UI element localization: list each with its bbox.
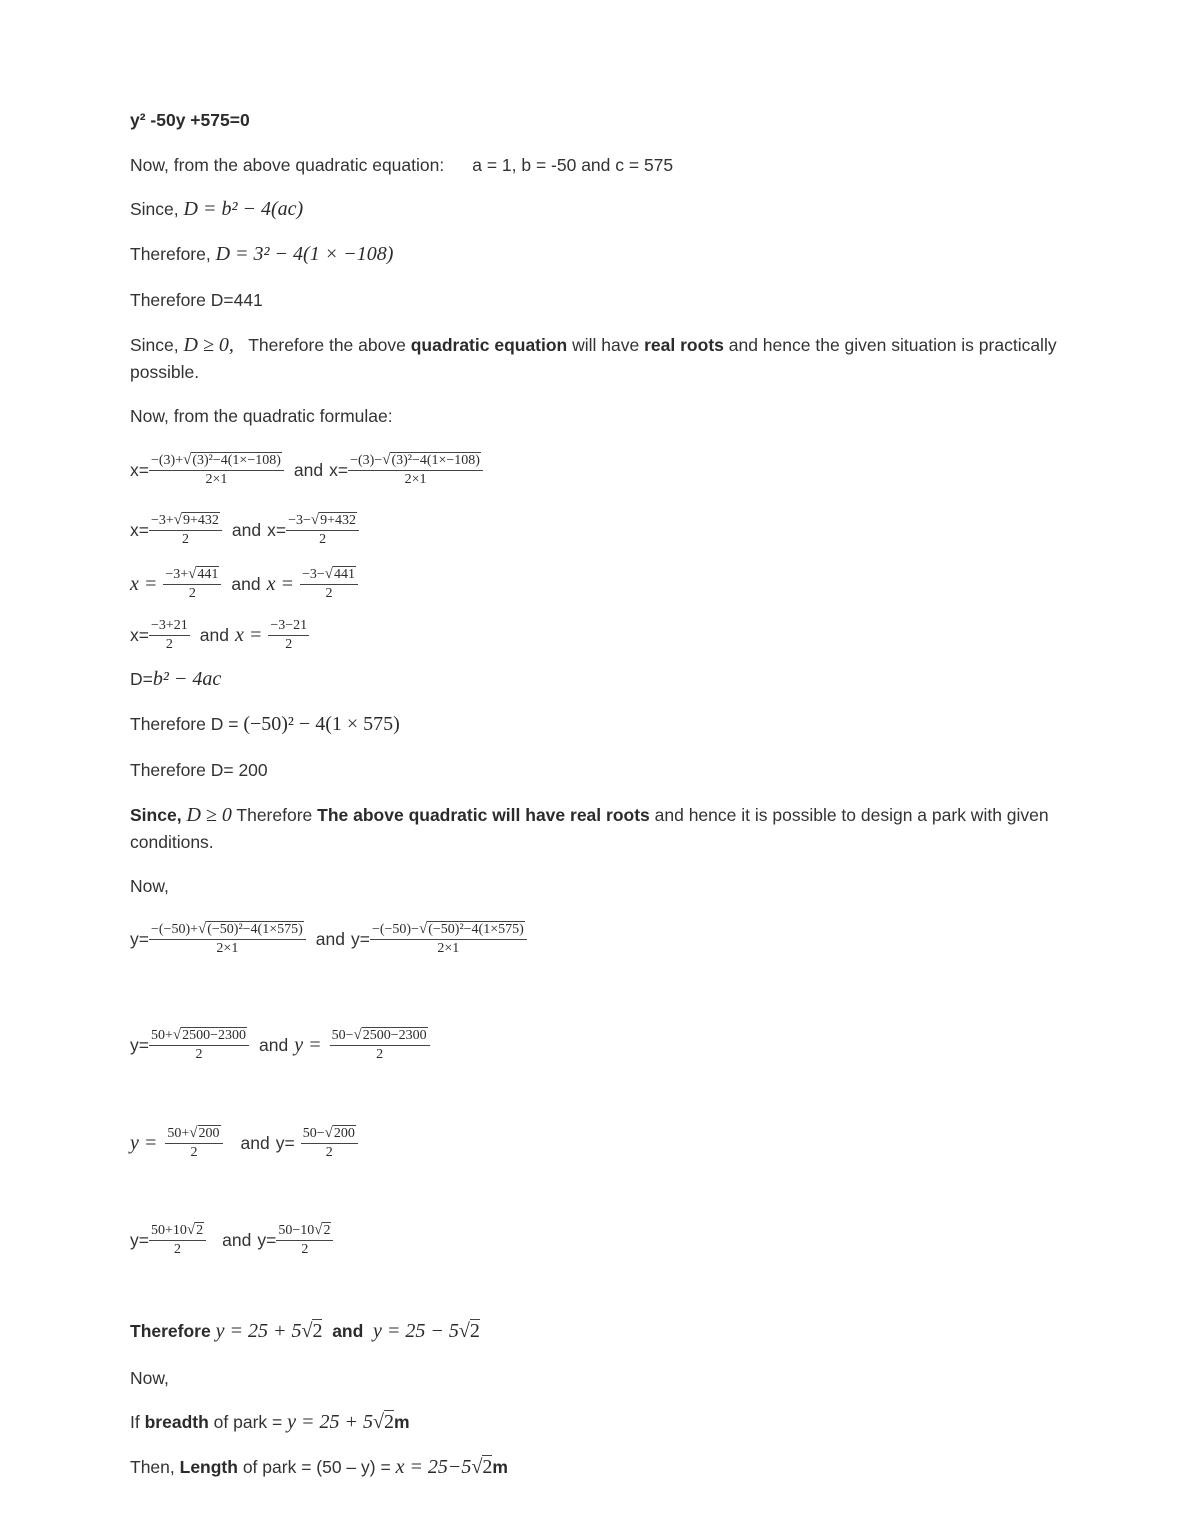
y-fraction-plus-4: [149, 1222, 206, 1258]
result-line: [130, 1320, 480, 1343]
y-label-italic: y =: [294, 1033, 322, 1056]
x-fraction-plus-1: [149, 452, 284, 488]
denominator: 2: [165, 637, 173, 652]
numerator-prefix: −3−: [288, 513, 311, 528]
discriminant-def: b² − 4ac: [152, 668, 222, 690]
y-label: y=: [257, 1229, 277, 1250]
sqrt: √2500−2300: [353, 1027, 427, 1043]
numerator-prefix: 50−: [302, 1126, 325, 1141]
x-fraction-plus-4: [149, 618, 190, 653]
x-formula-row-1: [130, 452, 483, 488]
x-label: x=: [130, 459, 149, 480]
sqrt: √(−50)²−4(1×575): [198, 921, 303, 937]
d-label: D=: [130, 669, 153, 689]
y-label-italic: y =: [130, 1131, 158, 1154]
paragraph-text-2: will have: [572, 335, 640, 355]
numerator-prefix: 50+: [150, 1028, 173, 1043]
paragraph-text-3: and hence the given situation is practically possible.: [130, 335, 1057, 382]
y-label: y=: [130, 1034, 149, 1055]
result-root-1: y = 25 + 5√2: [215, 1320, 323, 1342]
x-fraction-minus-2: [286, 512, 359, 548]
length-value: x = 25−5√2: [395, 1456, 493, 1478]
paragraph-text-1: Therefore the above: [248, 335, 406, 355]
sqrt: √2: [186, 1222, 204, 1238]
sqrt: √9+432: [310, 512, 357, 528]
discriminant-value: Therefore D=441: [130, 290, 263, 310]
denominator: 2: [301, 1242, 309, 1257]
discriminant-formula-line: [130, 198, 303, 221]
of-park-text: of park =: [213, 1412, 283, 1432]
x-fraction-minus-4: [268, 618, 309, 653]
x-fraction-plus-3: [163, 566, 221, 602]
coefficients-values: a = 1, b = -50 and c = 575: [472, 155, 674, 175]
breadth-line: [130, 1411, 410, 1434]
numerator-prefix: 50−10: [278, 1223, 315, 1238]
paragraph-text-5: and hence it is possible to design a park with given conditions.: [130, 805, 1049, 852]
now-line-2: [130, 1368, 169, 1389]
denominator: 2: [188, 586, 196, 601]
sqrt: √2500−2300: [172, 1027, 247, 1043]
length-unit: m: [492, 1457, 508, 1477]
denominator: 2: [376, 1047, 384, 1062]
denominator: 2×1: [404, 472, 427, 487]
x-formula-row-3: [130, 566, 358, 602]
y-formula-row-2: [130, 1027, 430, 1063]
y-label: y=: [130, 928, 149, 949]
discriminant-substitution-line: [130, 243, 393, 266]
y-fraction-plus-3: [165, 1125, 222, 1161]
x-fraction-minus-1: [348, 452, 483, 488]
sqrt: √(3)²−4(1×−108): [382, 452, 480, 468]
x-formula-row-2: [130, 512, 359, 548]
y-formula-row-3: [130, 1125, 358, 1161]
breadth-radicand: 2: [384, 1411, 394, 1433]
discriminant-value-line: [130, 290, 263, 311]
and-text: and: [240, 1132, 270, 1153]
breadth-bold: breadth: [144, 1412, 209, 1432]
equation-heading: [130, 110, 250, 131]
denominator: 2×1: [437, 941, 460, 956]
denominator: 2: [190, 1145, 198, 1160]
since-bold: Since,: [130, 805, 182, 825]
numerator: −3+21: [149, 618, 190, 636]
sqrt: √2: [314, 1222, 331, 1238]
therefore-d-label: Therefore D =: [130, 714, 239, 734]
sqrt: √441: [324, 566, 356, 582]
x-label-italic: x =: [130, 572, 158, 595]
coefficients-text: Now, from the above quadratic equation:: [130, 155, 445, 175]
y-fraction-plus-2: [149, 1027, 249, 1063]
x-label: x=: [329, 459, 349, 480]
formula-intro: Now, from the quadratic formulae:: [130, 406, 393, 426]
x-label-italic: x =: [234, 624, 263, 646]
numerator: −3−21: [268, 618, 309, 636]
possible-paragraph: [130, 802, 1120, 856]
numerator-prefix: −3+: [150, 513, 174, 528]
sqrt: √441: [188, 566, 219, 582]
length-line: [130, 1456, 508, 1479]
paragraph-bold-2: real roots: [644, 335, 724, 355]
breadth-unit: m: [394, 1412, 410, 1432]
result-root-1-radicand: 2: [312, 1320, 323, 1342]
sqrt: √200: [189, 1125, 220, 1141]
coefficients-line: [130, 155, 673, 176]
numerator-prefix: −(−50)+: [150, 922, 198, 937]
discriminant-value-line-2: [130, 760, 268, 781]
result-root-1-text: y = 25 + 5: [215, 1320, 302, 1342]
numerator-prefix: 50+10: [150, 1223, 187, 1238]
y-label: y=: [130, 1229, 149, 1250]
length-radicand: 2: [482, 1456, 493, 1478]
breadth-value: y = 25 + 5√2: [287, 1411, 394, 1433]
result-therefore: Therefore: [130, 1321, 211, 1341]
sqrt: √9+432: [173, 512, 219, 528]
result-and: and: [332, 1321, 364, 1341]
discriminant-condition-2: D ≥ 0: [186, 804, 232, 826]
and-text: and: [259, 1034, 289, 1055]
numerator-prefix: 50−: [331, 1028, 354, 1043]
paragraph-text-4: Therefore: [236, 805, 313, 825]
discriminant-substitution-line-2: [130, 713, 400, 736]
then-text: Then,: [130, 1457, 175, 1477]
x-label: x=: [130, 625, 149, 645]
length-bold: Length: [179, 1457, 238, 1477]
discriminant-substitution-2: (−50)² − 4(1 × 575): [243, 713, 400, 735]
length-of-park-text: of park = (50 – y) =: [242, 1457, 391, 1477]
numerator-prefix: −(3)−: [350, 453, 383, 468]
y-fraction-plus-1: [149, 921, 306, 957]
sqrt: √200: [324, 1125, 355, 1141]
equation-heading-text: y² -50y +575=0: [130, 110, 250, 130]
x-label: x=: [267, 519, 287, 540]
result-root-2-text: y = 25 − 5: [373, 1320, 459, 1342]
numerator-prefix: 50+: [167, 1126, 190, 1141]
denominator: 2: [319, 532, 327, 547]
x-label-italic: x =: [266, 572, 294, 595]
now-text-2: Now,: [130, 1368, 169, 1388]
and-text: and: [231, 573, 261, 594]
y-label: y=: [350, 928, 370, 949]
y-formula-row-4: [130, 1222, 333, 1258]
since-label-2: Since,: [130, 335, 179, 355]
x-fraction-minus-3: [300, 566, 358, 602]
numerator-prefix: −3+: [165, 567, 189, 582]
denominator: 2: [325, 1145, 333, 1160]
discriminant-condition: D ≥ 0,: [183, 334, 234, 356]
and-text: and: [199, 625, 229, 645]
denominator: 2: [181, 532, 189, 547]
and-text: and: [293, 459, 324, 480]
length-value-text: x = 25−5: [395, 1456, 472, 1478]
now-line-1: [130, 876, 169, 897]
discriminant-substitution: D = 3² − 4(1 × −108): [215, 243, 394, 265]
denominator: 2: [285, 637, 293, 652]
and-text: and: [315, 928, 345, 949]
breadth-value-text: y = 25 + 5: [287, 1411, 374, 1433]
numerator-prefix: −(3)+: [150, 453, 184, 468]
paragraph-bold-3: The above quadratic will have real roots: [317, 805, 650, 825]
discriminant-formula: D = b² − 4(ac): [183, 198, 304, 220]
result-root-2-radicand: 2: [469, 1320, 480, 1342]
y-fraction-minus-3: [301, 1125, 358, 1161]
denominator: 2: [325, 586, 333, 601]
y-fraction-minus-4: [276, 1222, 333, 1258]
denominator: 2: [174, 1242, 182, 1257]
x-fraction-plus-2: [149, 512, 222, 548]
y-label: y=: [275, 1132, 295, 1153]
therefore-label: Therefore,: [130, 244, 211, 264]
discriminant-value-2: Therefore D= 200: [130, 760, 268, 780]
and-text: and: [222, 1229, 252, 1250]
denominator: 2×1: [216, 941, 239, 956]
x-label: x=: [130, 519, 149, 540]
and-text: and: [231, 519, 262, 540]
y-formula-row-1: [130, 921, 527, 957]
discriminant-def-line: [130, 668, 221, 691]
y-fraction-minus-2: [330, 1027, 430, 1063]
real-roots-paragraph: [130, 332, 1120, 386]
result-root-2: y = 25 − 5√2: [373, 1320, 480, 1342]
formula-intro-line: [130, 406, 393, 427]
if-text: If: [130, 1412, 140, 1432]
denominator: 2×1: [205, 472, 228, 487]
paragraph-bold-1: quadratic equation: [410, 335, 568, 355]
since-label: Since,: [130, 199, 179, 219]
numerator-prefix: −3−: [301, 567, 325, 582]
denominator: 2: [195, 1047, 203, 1062]
sqrt: √(−50)²−4(1×575): [418, 921, 524, 937]
now-text-1: Now,: [130, 876, 169, 896]
x-formula-row-4: [130, 618, 309, 653]
numerator-prefix: −(−50)−: [371, 922, 419, 937]
y-fraction-minus-1: [370, 921, 527, 957]
sqrt: √(3)²−4(1×−108): [183, 452, 281, 468]
